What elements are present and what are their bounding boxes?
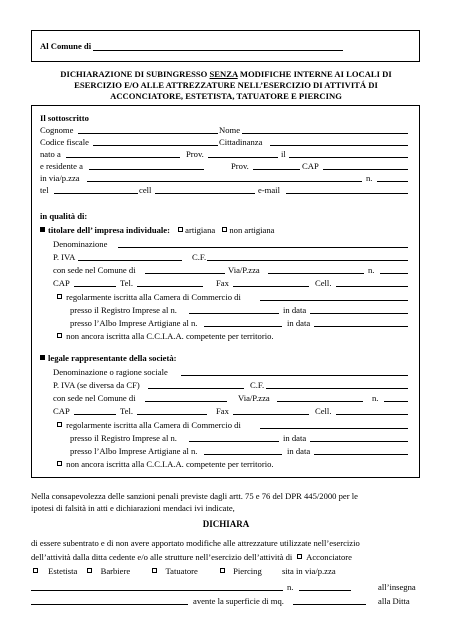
insegna-label: all’insegna <box>378 582 416 592</box>
titolare-reg-ccia-row[interactable]: regolarmente iscritta alla Camera di Commercio di <box>55 293 241 302</box>
nato-a-field[interactable] <box>66 157 180 158</box>
comune-field[interactable] <box>93 50 343 51</box>
residente-field[interactable] <box>89 169 204 170</box>
titolare-piva-label: P. IVA <box>53 252 76 262</box>
email-label: e-mail <box>258 185 280 195</box>
legale-tel-field[interactable] <box>137 414 207 415</box>
sede-civico-field[interactable] <box>299 590 351 591</box>
nome-field[interactable] <box>242 133 408 134</box>
alla-ditta-label: alla Ditta <box>378 596 410 606</box>
nato-prov-field[interactable] <box>208 157 278 158</box>
titolare-cell-field[interactable] <box>336 286 408 287</box>
cittadinanza-field[interactable] <box>270 145 408 146</box>
dichiara-heading: DICHIARA <box>202 519 250 529</box>
civico-label: n. <box>366 173 373 183</box>
titolare-reg-imprese-data-label: in data <box>283 305 307 315</box>
nome-label: Nome <box>219 125 241 135</box>
titolare-reg-imprese-data-field[interactable] <box>310 313 408 314</box>
titolare-albo-label: presso l’Albo Imprese Artigiane al n. <box>70 318 198 328</box>
via-label: in via/p.zza <box>40 173 80 183</box>
titolare-via-field[interactable] <box>268 273 364 274</box>
legale-cap-field[interactable] <box>74 414 116 415</box>
legale-cell-field[interactable] <box>336 414 408 415</box>
acconciatore-checkbox[interactable] <box>297 554 302 559</box>
legale-reg-ccia-row[interactable]: regolarmente iscritta alla Camera di Commercio di <box>55 421 241 430</box>
cognome-label: Cognome <box>40 125 74 135</box>
titolare-fax-label: Fax <box>216 278 229 288</box>
via-field[interactable] <box>87 181 362 182</box>
legale-denominazione-field[interactable] <box>181 375 408 376</box>
barbiere-checkbox[interactable] <box>87 568 92 573</box>
legale-reg-ccia-checkbox[interactable] <box>57 422 62 427</box>
cittadinanza-label: Cittadinanza <box>219 137 263 147</box>
legale-albo-data-field[interactable] <box>314 454 408 455</box>
legale-via-field[interactable] <box>277 401 363 402</box>
legale-reg-ccia-field[interactable] <box>260 428 408 429</box>
legale-piva-field[interactable] <box>148 388 244 389</box>
codice-fiscale-label: Codice fiscale <box>40 137 89 147</box>
cell-field[interactable] <box>155 193 255 194</box>
superficie-label: avente la superficie di mq. <box>193 596 284 606</box>
non-artigiana-checkbox[interactable] <box>222 227 227 232</box>
titolare-cf-field[interactable] <box>207 260 408 261</box>
titolare-reg-ccia-checkbox[interactable] <box>57 294 62 299</box>
legale-sede-label: con sede nel Comune di <box>53 393 136 403</box>
titolare-fax-field[interactable] <box>233 286 309 287</box>
superficie-field[interactable] <box>293 604 366 605</box>
attivita-options-row: Estetista Barbiere Tatuatore Piercing sita in via/p.zza <box>31 567 336 576</box>
consapevolezza-line-2: ipotesi di falsità in atti e dichiarazioni mendaci ivi indicate, <box>31 503 235 513</box>
legale-reg-imprese-label: presso il Registro Imprese al n. <box>70 433 177 443</box>
titolare-albo-data-field[interactable] <box>314 326 408 327</box>
titolare-albo-data-label: in data <box>287 318 311 328</box>
nato-prov-label: Prov. <box>186 149 204 159</box>
legale-cf-field[interactable] <box>266 388 408 389</box>
cognome-field[interactable] <box>78 133 218 134</box>
nato-a-label: nato a <box>40 149 61 159</box>
legale-albo-data-label: in data <box>287 446 311 456</box>
titolare-tel-label: Tel. <box>120 278 133 288</box>
cell-label: cell <box>139 185 152 195</box>
tel-label: tel <box>40 185 49 195</box>
titolare-civico-label: n. <box>368 265 375 275</box>
email-field[interactable] <box>286 193 408 194</box>
titolare-tel-field[interactable] <box>137 286 203 287</box>
titolare-cf-label: C.F. <box>192 252 207 262</box>
insegna-field[interactable] <box>31 604 188 605</box>
titolare-sede-field[interactable] <box>145 273 225 274</box>
tatuatore-checkbox[interactable] <box>152 568 157 573</box>
legale-civico-field[interactable] <box>384 401 408 402</box>
qualita-heading: in qualità di: <box>40 211 88 221</box>
residente-prov-label: Prov. <box>231 161 249 171</box>
legale-cap-label: CAP <box>53 406 70 416</box>
comune-label: Al Comune di <box>40 41 92 51</box>
cap-label: CAP <box>302 161 319 171</box>
civico-field[interactable] <box>377 181 408 182</box>
legale-reg-imprese-data-label: in data <box>283 433 307 443</box>
title-line-2: ESERCIZIO E/O ALLE ATTREZZATURE NELL’ESERCIZIO DI ATTIVITÁ DI <box>74 80 378 90</box>
legale-cf-label: C.F. <box>250 380 265 390</box>
legale-tel-label: Tel. <box>120 406 133 416</box>
legale-option[interactable]: legale rappresentante della società: <box>40 354 177 363</box>
residente-prov-field[interactable] <box>253 169 300 170</box>
sede-via-field[interactable] <box>31 590 283 591</box>
artigiana-checkbox[interactable] <box>178 227 183 232</box>
legale-reg-imprese-field[interactable] <box>189 441 279 442</box>
titolare-cap-label: CAP <box>53 278 70 288</box>
titolare-via-label: Via/P.zza <box>228 265 260 275</box>
tel-field[interactable] <box>54 193 138 194</box>
titolare-albo-field[interactable] <box>204 326 282 327</box>
titolare-cap-field[interactable] <box>74 286 116 287</box>
titolare-non-iscritta-row[interactable]: non ancora iscritta alla C.C.I.A.A. competente per territorio. <box>55 332 274 341</box>
legale-cell-label: Cell. <box>315 406 332 416</box>
estetista-checkbox[interactable] <box>33 568 38 573</box>
titolare-non-iscritta-checkbox[interactable] <box>57 333 62 338</box>
titolare-sede-label: con sede nel Comune di <box>53 265 136 275</box>
legale-civico-label: n. <box>372 393 379 403</box>
legale-denominazione-label: Denominazione o ragione sociale <box>53 367 168 377</box>
data-nascita-field[interactable] <box>289 157 408 158</box>
consapevolezza-line-1: Nella consapevolezza delle sanzioni penali previste dagli artt. 75 e 76 del DPR 445/2000 per le <box>31 491 358 501</box>
titolare-piva-field[interactable] <box>78 260 182 261</box>
legale-non-iscritta-row[interactable]: non ancora iscritta alla C.C.I.A.A. competente per territorio. <box>55 460 274 469</box>
dichiara-paragraph-line-2: dell’attività dalla ditta cedente e/o alle strutture nell’esercizio dell’attività di Acconciatore <box>31 552 352 562</box>
titolare-option[interactable]: titolare dell’ impresa individuale: artigiana non artigiana <box>40 226 274 235</box>
legale-non-iscritta-checkbox[interactable] <box>57 461 62 466</box>
legale-via-label: Via/P.zza <box>238 393 270 403</box>
titolare-cell-label: Cell. <box>315 278 332 288</box>
titolare-reg-ccia-field[interactable] <box>260 300 408 301</box>
sede-civico-label: n. <box>287 582 294 592</box>
titolare-denominazione-label: Denominazione <box>53 239 108 249</box>
title-line-1: DICHIARAZIONE DI SUBINGRESSO SENZA MODIFICHE INTERNE AI LOCALI DI <box>60 69 392 79</box>
titolare-checkbox[interactable] <box>40 227 45 232</box>
legale-fax-label: Fax <box>216 406 229 416</box>
titolare-civico-field[interactable] <box>380 273 408 274</box>
titolare-reg-imprese-field[interactable] <box>189 313 279 314</box>
legale-reg-imprese-data-field[interactable] <box>310 441 408 442</box>
sottoscritto-heading: Il sottoscritto <box>40 113 89 123</box>
legale-albo-label: presso l’Albo Imprese Artigiane al n. <box>70 446 198 456</box>
legale-fax-field[interactable] <box>233 414 309 415</box>
dichiara-paragraph-line-1: di essere subentrato e di non avere apportato modifiche alle attrezzature utilizzate nell’esercizio <box>31 538 360 548</box>
title-line-3: ACCONCIATORE, ESTETISTA, TATUATORE E PIERCING <box>110 91 342 101</box>
legale-sede-field[interactable] <box>145 401 227 402</box>
il-label: il <box>281 149 286 159</box>
legale-piva-label: P. IVA (se diversa da CF) <box>53 380 140 390</box>
legale-checkbox[interactable] <box>40 355 45 360</box>
piercing-checkbox[interactable] <box>220 568 225 573</box>
titolare-reg-imprese-label: presso il Registro Imprese al n. <box>70 305 177 315</box>
legale-albo-field[interactable] <box>204 454 282 455</box>
cap-field[interactable] <box>323 169 408 170</box>
codice-fiscale-field[interactable] <box>93 145 218 146</box>
titolare-denominazione-field[interactable] <box>118 247 408 248</box>
residente-label: e residente a <box>40 161 83 171</box>
